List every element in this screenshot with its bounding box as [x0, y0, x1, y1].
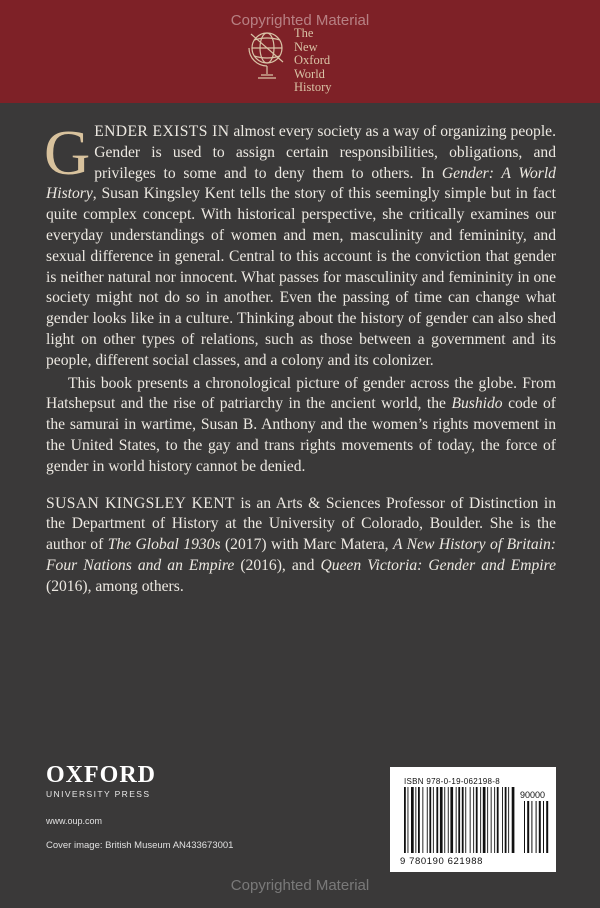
series-title	[294, 26, 332, 95]
lead-in: ENDER EXISTS IN	[94, 123, 230, 140]
description-paragraph-1: GENDER EXISTS IN almost every society as a way of organizing people. Gender is used to assign certain responsibilities, obligations, and privileges to some and to deny them to others. In Gender: A World History, Susan Kingsley Kent tells the story of this seemingly simple but in fact quite complex concept. With historical perspective, she critically examines our everyday understandings of women and men, masculinity and femininity, and sexual difference in general. Central to this account is the conviction that gender is neither natural nor innocent. What passes for masculinity and femininity in one society might not do so in another. Even the passing of time can change what gender looks like in a culture. Thinking about the history of gender can also shed light on other types of relations, such as those between a government and its people, different social classes, and a colony and its colonizer.	[44, 117, 556, 369]
cover-credit: Cover image: British Museum AN433673001	[46, 840, 234, 851]
barcode-panel	[390, 767, 556, 872]
drop-cap: G	[44, 117, 91, 188]
price-code: 90000	[520, 790, 546, 800]
series-line: History	[294, 80, 332, 94]
back-cover-text	[44, 117, 556, 598]
book-title: Gender: A World History	[46, 164, 556, 203]
publisher-url: www.oup.com	[46, 816, 103, 826]
series-line: World	[294, 66, 325, 81]
publisher-name: OXFORD	[46, 762, 156, 788]
series-line: The	[294, 26, 314, 40]
isbn-label: ISBN 978-0-19-062198-8	[404, 777, 500, 786]
series-line: New	[294, 39, 318, 54]
watermark-bottom: Copyrighted Material	[230, 877, 370, 894]
author-bio: SUSAN KINGSLEY KENT is an Arts & Sciences Professor of Distinction in the Department of History at the University of Colorado, Boulder. She is the author of The Global 1930s (2017) with Marc Matera, A New History of Britain: Four Nations and an Empire (2016), and Queen Victoria: Gender and Empire (2016), among others.	[46, 494, 556, 595]
isbn-digits: 9 780190 621988	[400, 856, 483, 867]
series-logo	[246, 26, 332, 95]
globe-icon	[246, 26, 288, 82]
publisher-logo	[46, 763, 156, 826]
description-paragraph-2: This book presents a chronological picture of gender across the globe. From Hatshepsut and the rise of patriarchy in the ancient world, the Bushido code of the samurai in wartime, Susan B. Anthony and the women’s rights movement in the United States, to the gay and trans rights movements of today, the force of gender in world history cannot be denied.	[46, 374, 556, 475]
watermark-top: Copyrighted Material	[230, 12, 370, 29]
series-line: Oxford	[294, 53, 331, 67]
barcode-icon	[404, 787, 550, 855]
publisher-sub: UNIVERSITY PRESS	[46, 789, 151, 799]
author-name: SUSAN KINGSLEY KENT	[46, 494, 235, 512]
